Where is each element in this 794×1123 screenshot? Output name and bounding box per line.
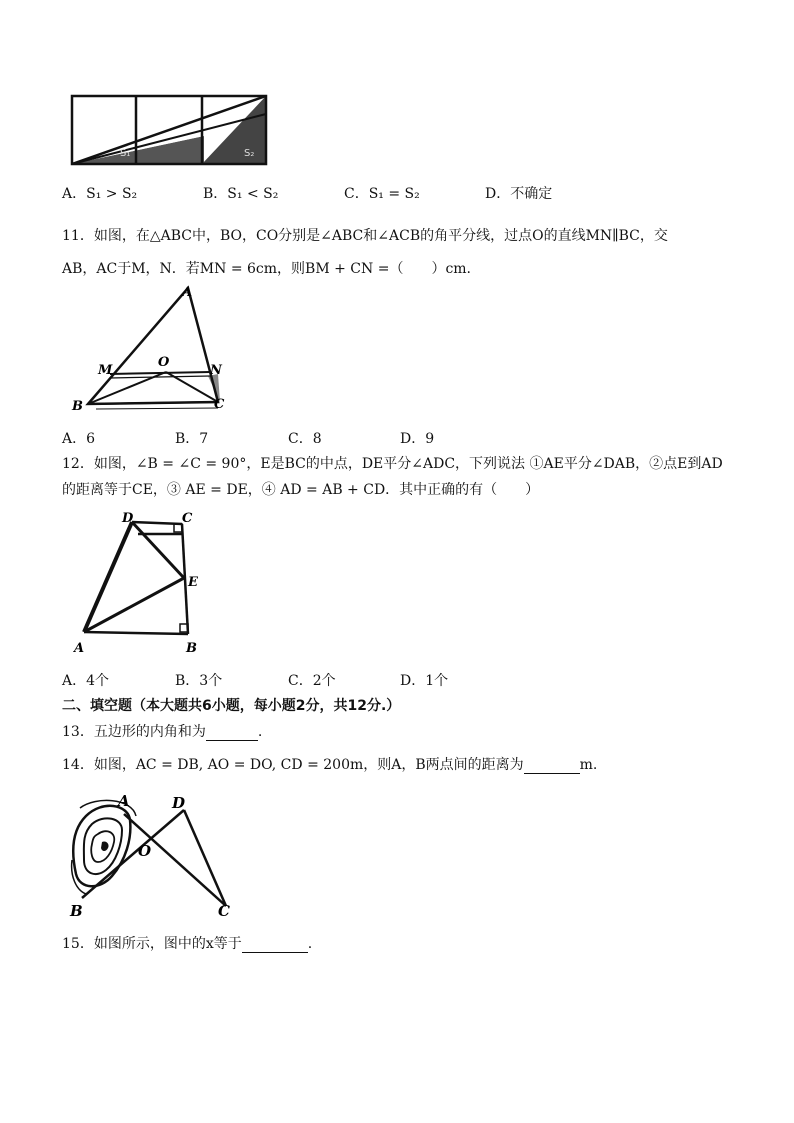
q14-line — [62, 754, 597, 774]
q11-label-a: A — [182, 285, 193, 300]
q10-option-d: D．不确定 — [485, 186, 553, 202]
q12-line2: 的距离等于CE，③ AE = DE，④ AD = AB + CD．其中正确的有（ ） — [62, 482, 540, 498]
section-title: 二、填空题（本大题共6小题，每小题2分，共12分.） — [62, 698, 401, 714]
q12-label-d: D — [122, 511, 134, 526]
q12-figure — [62, 508, 222, 656]
q14-text: 14．如图，AC = DB, AO = DO, CD = 200m，则A，B两点间的距离为 — [62, 757, 524, 773]
q10-option-c: C．S₁ = S₂ — [344, 186, 420, 202]
q12-line1: 12．如图，∠B = ∠C = 90°，E是BC的中点，DE平分∠ADC，下列说法 ①AE平分∠DAB，②点E到AD — [62, 456, 723, 472]
q11-label-c: C — [214, 397, 225, 412]
q11-label-n: N — [210, 363, 222, 378]
q13-text: 13．五边形的内角和为 — [62, 724, 206, 740]
q13-end: . — [257, 724, 263, 740]
q11-line2: AB，AC于M，N．若MN = 6cm，则BM + CN =（ ）cm. — [62, 261, 472, 277]
q10-figure — [70, 94, 270, 166]
q12-option-d: D．1个 — [400, 673, 449, 689]
q14-label-d: D — [172, 794, 186, 812]
q14-label-a: A — [118, 792, 130, 810]
q14-label-b: B — [70, 902, 83, 920]
q14-figure — [66, 790, 246, 922]
q11-label-m: M — [98, 363, 113, 378]
q12-option-a: A．4个 — [62, 673, 110, 689]
q12-label-a: A — [74, 641, 85, 656]
q15-text: 15．如图所示，图中的x等于 — [62, 936, 242, 952]
q11-figure — [68, 284, 238, 414]
q10-label-s2: S₂ — [244, 148, 255, 159]
q15-answer-blank[interactable] — [242, 938, 308, 953]
q11-option-b: B．7 — [175, 431, 209, 447]
q14-answer-blank[interactable] — [524, 759, 580, 774]
q15-end: . — [307, 936, 313, 952]
q11-label-o: O — [158, 355, 170, 370]
q11-label-b: B — [72, 399, 83, 414]
q12-label-b: B — [186, 641, 197, 656]
q13-line — [62, 721, 262, 741]
q10-option-b: B．S₁ < S₂ — [203, 186, 279, 202]
q12-option-c: C．2个 — [288, 673, 336, 689]
q14-label-o: O — [138, 842, 152, 860]
q15-line — [62, 933, 312, 953]
q11-line1: 11．如图，在△ABC中，BO，CO分别是∠ABC和∠ACB的角平分线，过点O的直线MN∥BC，交 — [62, 228, 668, 244]
q12-label-e: E — [188, 575, 198, 590]
q11-option-d: D．9 — [400, 431, 435, 447]
q12-label-c: C — [182, 511, 193, 526]
q11-option-a: A．6 — [62, 431, 96, 447]
q12-option-b: B．3个 — [175, 673, 223, 689]
q14-label-c: C — [218, 902, 230, 920]
q14-end: m. — [579, 757, 598, 773]
q13-answer-blank[interactable] — [206, 726, 258, 741]
q10-label-s1: S₁ — [120, 148, 131, 159]
q10-option-a: A．S₁ > S₂ — [62, 186, 138, 202]
q11-option-c: C．8 — [288, 431, 322, 447]
